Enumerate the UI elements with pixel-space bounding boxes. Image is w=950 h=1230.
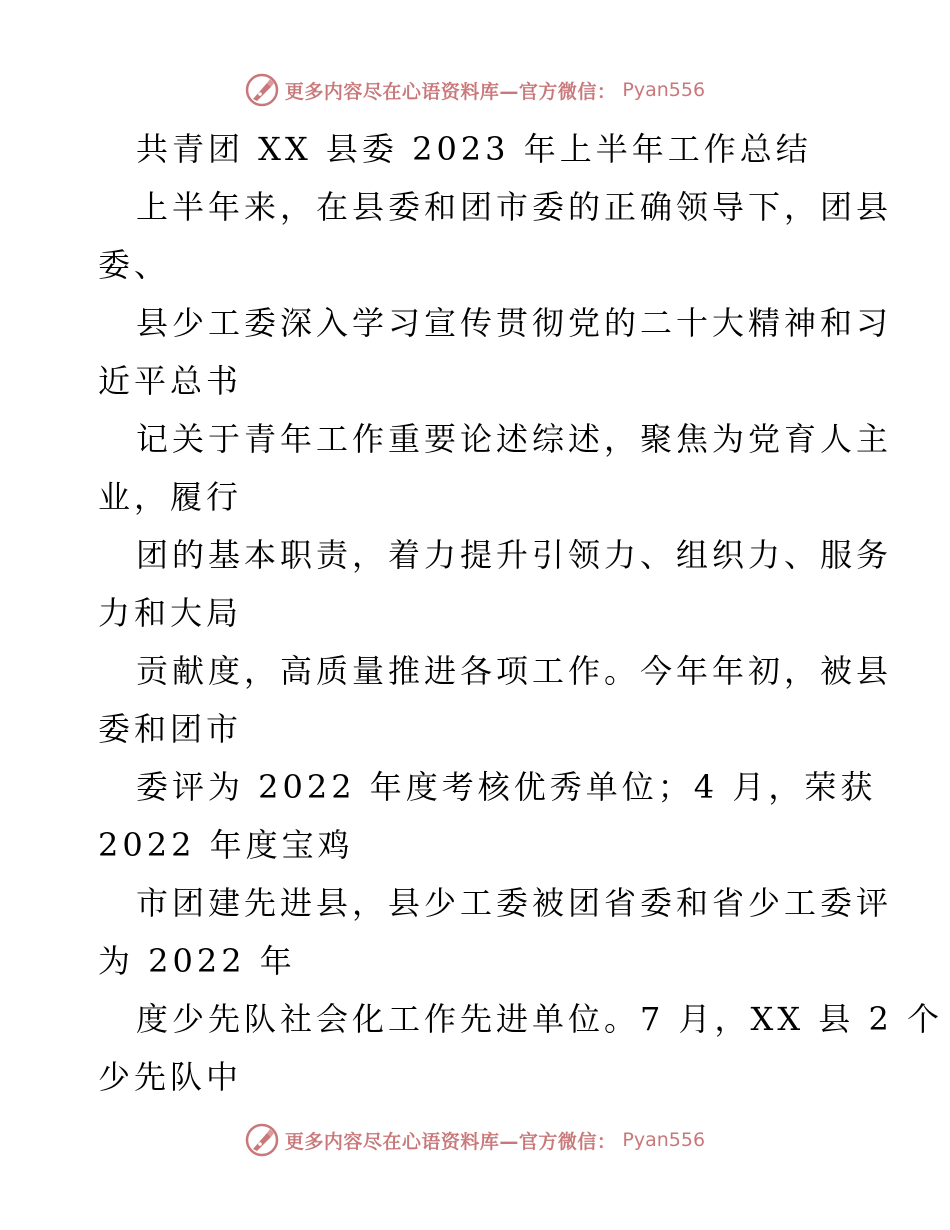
text-line: 近平总书	[98, 362, 243, 400]
watermark-wechat-id: Pyan556	[622, 1129, 706, 1151]
text-line: 市团建先进县，县少工委被团省委和省少工委评	[136, 884, 893, 922]
text-line: 委评为 2022 年度考核优秀单位；4 月，荣获	[136, 768, 877, 806]
text-line: 为 2022 年	[98, 942, 296, 980]
header-watermark	[0, 70, 950, 110]
pen-nib-logo-icon	[245, 73, 279, 107]
text-line: 2022 年度宝鸡	[98, 826, 354, 864]
text-line: 度少先队社会化工作先进单位。7 月，XX 县 2 个	[136, 1000, 943, 1038]
watermark-text: 更多内容尽在心语资料库—官方微信：	[284, 1130, 617, 1153]
text-line: 贡献度，高质量推进各项工作。今年年初，被县	[136, 652, 893, 690]
text-line: 少先队中	[98, 1058, 243, 1096]
text-line: 业，履行	[98, 478, 243, 516]
text-line: 委和团市	[98, 710, 243, 748]
watermark-wechat-id: Pyan556	[622, 79, 706, 101]
watermark-text: 更多内容尽在心语资料库—官方微信：	[284, 80, 617, 103]
document-body	[98, 120, 943, 1106]
text-line: 上半年来，在县委和团市委的正确领导下，团县	[136, 188, 893, 226]
text-line: 县少工委深入学习宣传贯彻党的二十大精神和习	[136, 304, 893, 342]
text-line: 力和大局	[98, 594, 243, 632]
pen-nib-logo-icon	[245, 1123, 279, 1157]
text-line: 记关于青年工作重要论述综述，聚焦为党育人主	[136, 420, 893, 458]
footer-watermark	[0, 1120, 950, 1160]
document-title: 共青团 XX 县委 2023 年上半年工作总结	[136, 130, 812, 168]
text-line: 委、	[98, 246, 171, 284]
text-line: 团的基本职责，着力提升引领力、组织力、服务	[136, 536, 893, 574]
